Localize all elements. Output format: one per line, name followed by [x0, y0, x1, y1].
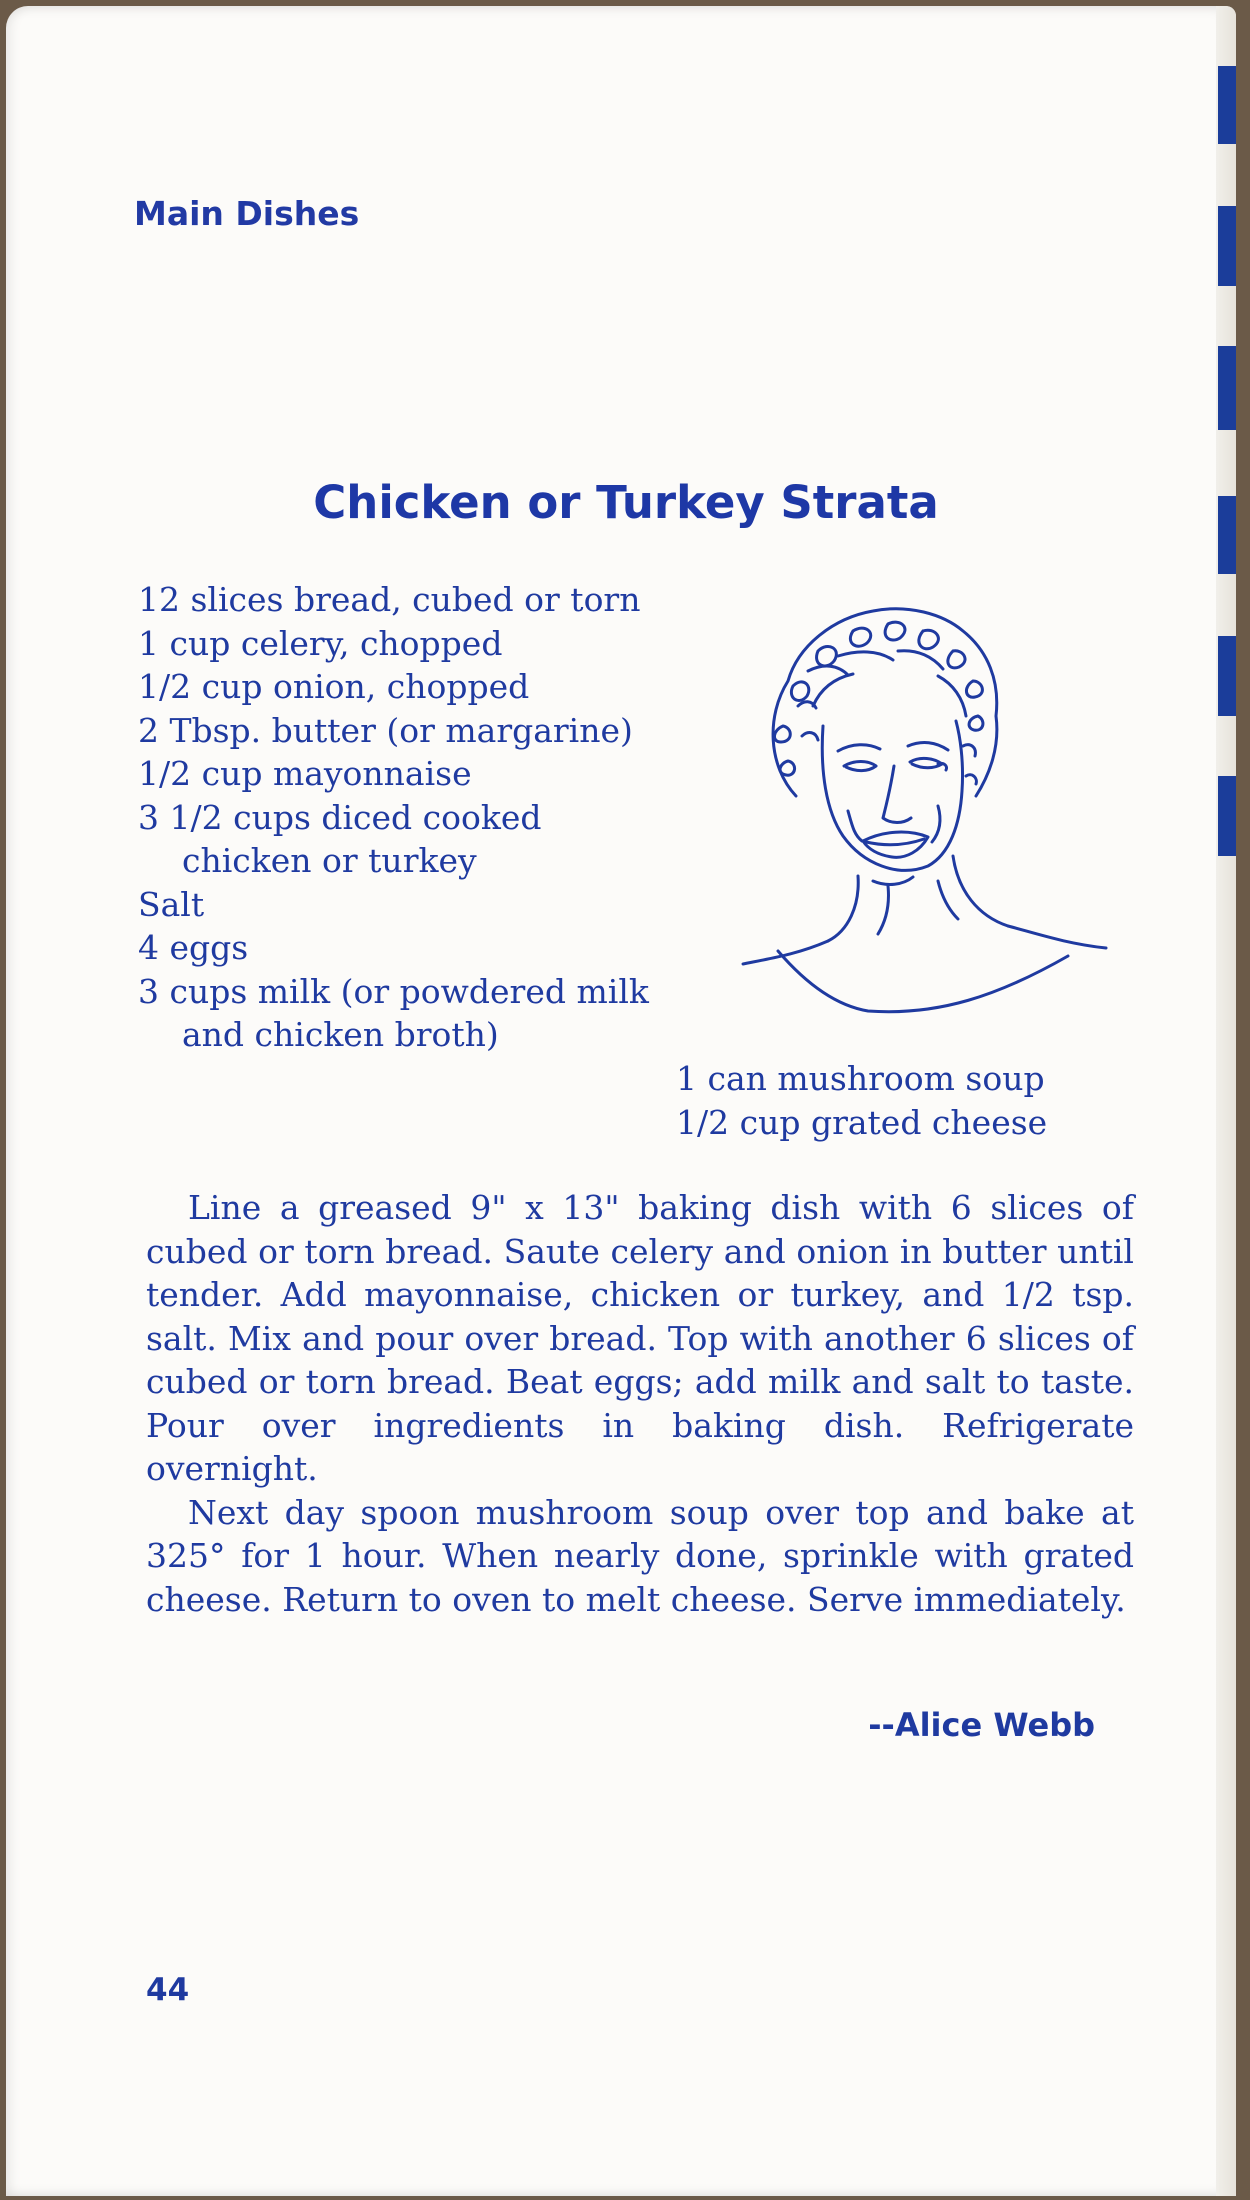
ingredient-item: 12 slices bread, cubed or torn — [138, 580, 641, 619]
ingredient-item: 1/2 cup grated cheese — [676, 1102, 1048, 1142]
directions — [146, 1186, 1134, 1621]
ingredient-item: 4 eggs — [138, 928, 249, 967]
index-tab — [1218, 346, 1236, 430]
index-tab — [1218, 636, 1236, 716]
cookbook-page — [6, 6, 1236, 2196]
page-edge — [1216, 6, 1236, 2196]
ingredient-item: Salt — [138, 884, 205, 924]
ingredient-item: 1 cup celery, chopped — [138, 623, 503, 663]
recipe-title: Chicken or Turkey Strata — [313, 476, 939, 529]
author-signature: --Alice Webb — [868, 1706, 1095, 1744]
ingredient-item: 3 cups milk (or powdered milk and chicken broth) — [138, 971, 649, 1054]
ingredient-item: 1/2 cup onion, chopped — [138, 667, 530, 706]
page-number: 44 — [146, 1972, 190, 2008]
ingredient-item: 1/2 cup mayonnaise — [138, 754, 472, 793]
index-tab — [1218, 66, 1236, 144]
index-tab — [1218, 206, 1236, 286]
ingredient-item: 1 can mushroom soup — [676, 1059, 1045, 1098]
portrait-illustration — [738, 596, 1108, 1026]
ingredient-list-left — [138, 578, 678, 1057]
index-tab — [1218, 776, 1236, 856]
directions-paragraph: Next day spoon mushroom soup over top and bake at 325° for 1 hour. When nearly done, sprinkle with grated cheese. Return to oven to melt cheese. Serve immediately. — [146, 1492, 1134, 1619]
ingredient-item: 3 1/2 cups diced cooked chicken or turkey — [138, 797, 542, 880]
ingredient-item: 2 Tbsp. butter (or margarine) — [138, 710, 633, 750]
directions-paragraph: Line a greased 9" x 13" baking dish with 6 slices of cubed or torn bread. Saute celery and onion in butter until tender. Add mayonnaise, chicken or turkey, and 1/2 tsp. salt. Mix and pour over bread. Top with another 6 slices of cubed or torn bread. Beat eggs; add milk and salt to taste. Pour over ingredients in baking dish. Refrigerate overnight. — [146, 1188, 1134, 1488]
section-header: Main Dishes — [134, 194, 360, 233]
ingredient-list-right — [676, 1057, 1106, 1144]
